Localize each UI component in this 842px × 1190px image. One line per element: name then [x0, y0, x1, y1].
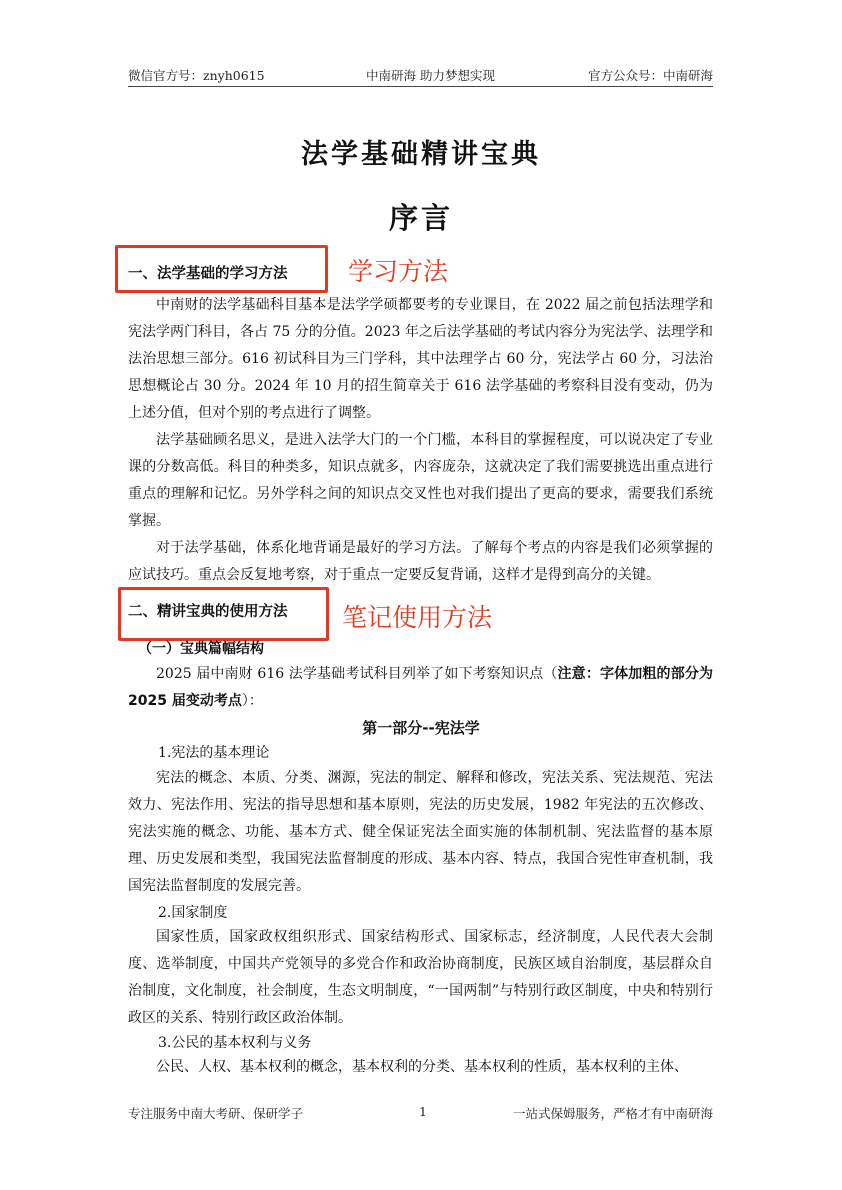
- footer-service-note: 专注服务中南大考研、保研学子: [128, 1106, 304, 1121]
- intro-text: 2025 届中南财 616 法学基础考试科目列举了如下考察知识点（: [156, 666, 558, 682]
- section1-heading: 一、法学基础的学习方法: [128, 266, 288, 282]
- item-2-text: 国家性质，国家政权组织形式、国家结构形式、国家标志，经济制度，人民代表大会制度、选举制度，中国共产党领导的多党合作和政治协商制度，民族区域自治制度，基层群众自治制度，文化制度，社会制度，生态文明制度，“一国两制”与特别行政区制度，中央和特别行政区的关系、特别行政区政治体制。: [128, 929, 713, 1026]
- document-title: 法学基础精讲宝典: [301, 139, 541, 170]
- item-1-title: 1.宪法的基本理论: [158, 745, 270, 761]
- item-2-title: 2.国家制度: [158, 905, 228, 921]
- section1-paragraph-1: 中南财的法学基础科目基本是法学学硕都要考的专业课目，在 2022 届之前包括法理学和宪法学两门科目，各占 75 分的分值。2023 年之后法学基础的考试内容分为宪法学、法理学和法治思想三部分。616 初试科目为三门学科，其中法理学占 60 分，宪法学占 60 分，习法治思想概论占 30 分。2024 年 10 月的招生简章关于 616 法学基础的考察科目没有变动，仍为上述分值，但对个别的考点进行了调整。: [128, 297, 713, 421]
- header-wechat-id: 微信官方号：znyh0615: [128, 68, 265, 83]
- item-3-title: 3.公民的基本权利与义务: [158, 1035, 312, 1051]
- part-title: 第一部分--宪法学: [362, 719, 480, 737]
- section2-annotation: 笔记使用方法: [342, 603, 493, 632]
- footer-slogan: 一站式保姆服务，严格才有中南研海: [512, 1106, 713, 1121]
- section1-paragraph-2: 法学基础顾名思义，是进入法学大门的一个门槛，本科目的掌握程度，可以说决定了专业课的分数高低。科目的种类多，知识点就多，内容庞杂，这就决定了我们需要挑选出重点进行重点的理解和记忆。另外学科之间的知识点交叉性也对我们提出了更高的要求，需要我们系统掌握。: [128, 432, 713, 529]
- page-number: 1: [419, 1104, 427, 1119]
- section2-heading: 二、精讲宝典的使用方法: [128, 604, 288, 620]
- intro-end: ）：: [241, 693, 263, 709]
- intro-bold-note: 注意：字体加粗的部分为 2025 届变动考点: [128, 666, 714, 709]
- section1-annotation: 学习方法: [348, 257, 449, 286]
- header-divider: [128, 86, 713, 87]
- item-1-text: 宪法的概念、本质、分类、渊源，宪法的制定、解释和修改，宪法关系、宪法规范、宪法效力、宪法作用、宪法的指导思想和基本原则，宪法的历史发展，1982 年宪法的五次修改、宪法实施的概念、功能、基本方式、健全保证宪法全面实施的体制机制、宪法监督的基本原理、历史发展和类型，我国宪法监督制度的形成、基本内容、特点，我国合宪性审查机制，我国宪法监督制度的发展完善。: [128, 770, 713, 894]
- section1-paragraph-3: 对于法学基础，体系化地背诵是最好的学习方法。了解每个考点的内容是我们必须掌握的应试技巧。重点会反复地考察，对于重点一定要反复背诵，这样才是得到高分的关键。: [128, 540, 713, 583]
- header-official-account: 官方公众号：中南研海: [587, 68, 713, 83]
- header-slogan: 中南研海 助力梦想实现: [366, 68, 495, 83]
- item-3-text: 公民、人权、基本权利的概念，基本权利的分类、基本权利的性质，基本权利的主体、: [156, 1059, 688, 1075]
- document-subtitle: 序言: [388, 201, 453, 235]
- section2-subheading: （一）宝典篇幅结构: [138, 641, 264, 657]
- section2-intro: [128, 661, 713, 715]
